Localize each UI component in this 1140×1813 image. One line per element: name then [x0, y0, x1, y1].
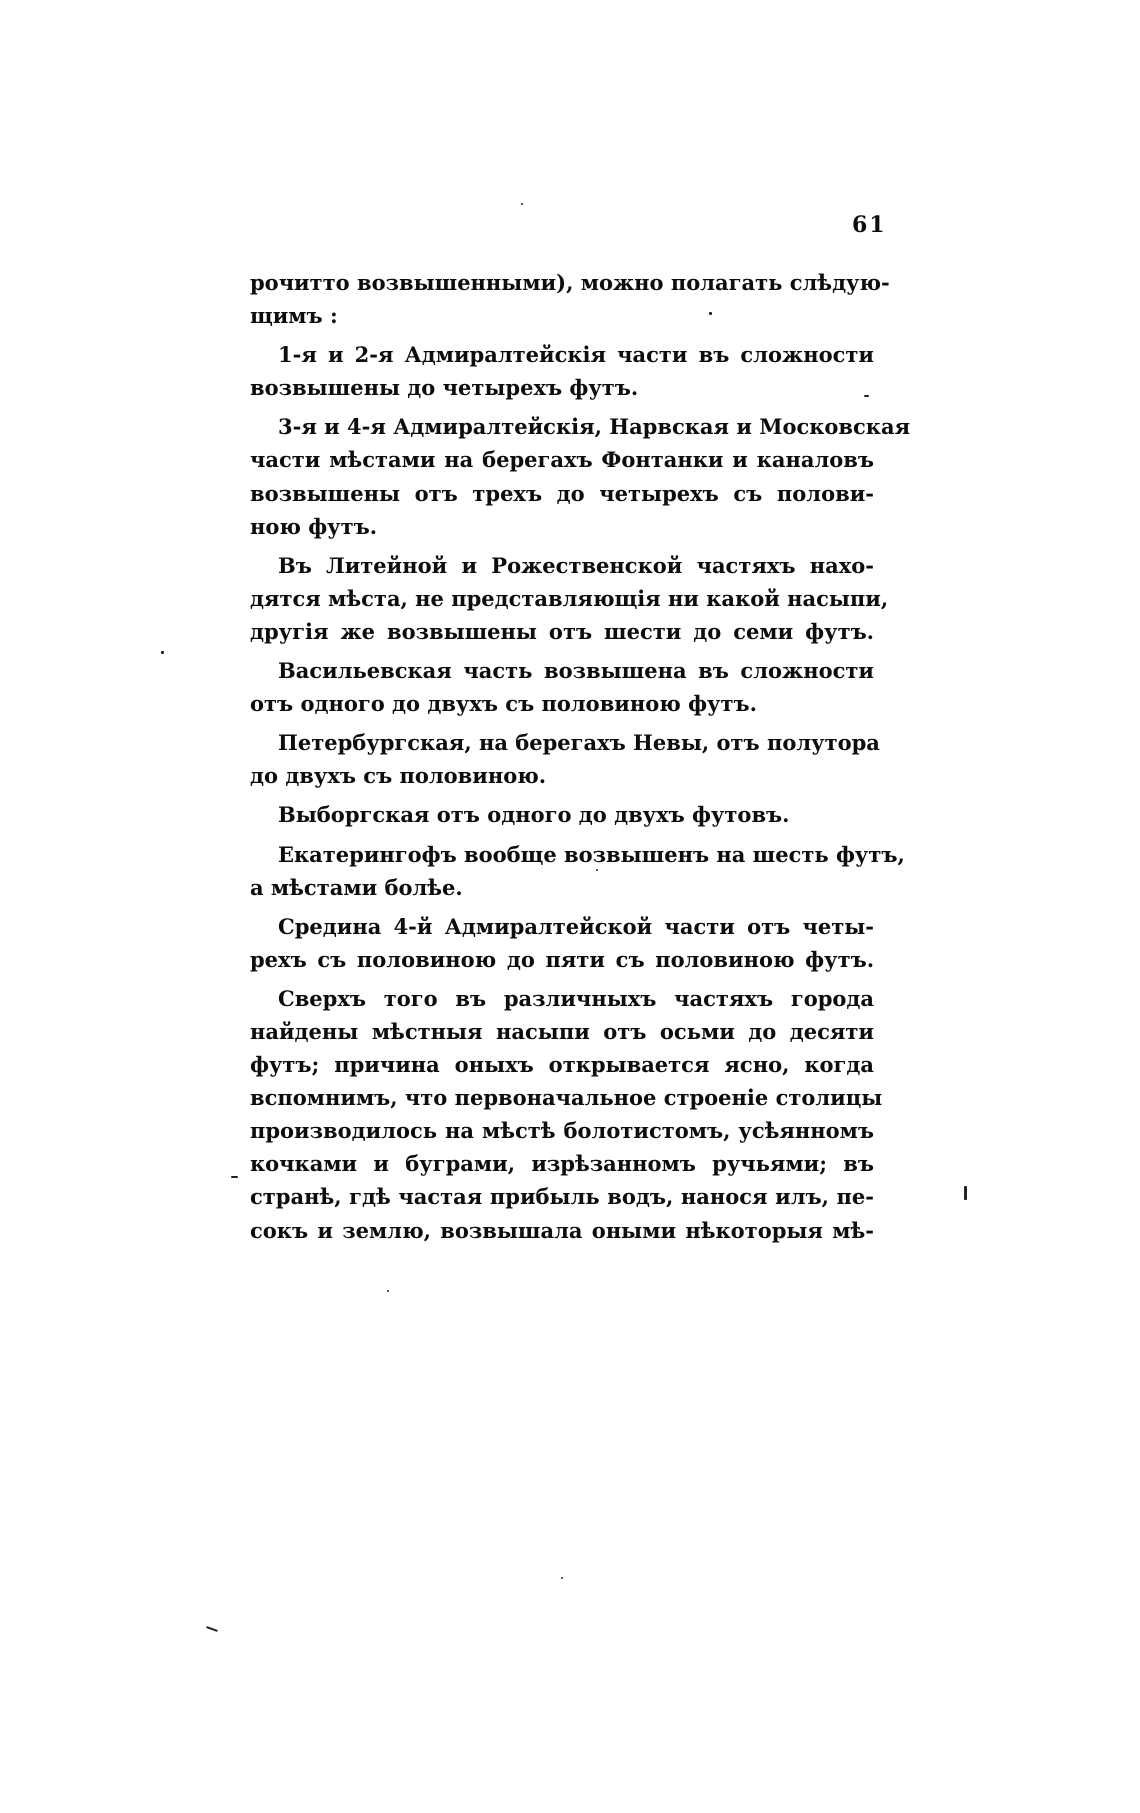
- text-line: 3-я и 4-я Адмиралтейскія, Нарвская и Московская: [278, 414, 911, 440]
- text-line: вспомнимъ, что первоначальное строеніе столицы: [250, 1085, 883, 1111]
- text-line: до двухъ съ половиною.: [250, 763, 547, 789]
- text-line: щимъ :: [250, 303, 338, 329]
- text-line: производилось на мѣстѣ болотистомъ, усѣянномъ: [250, 1118, 874, 1144]
- text-line: Выборгская отъ одного до двухъ футовъ.: [278, 802, 790, 828]
- text-line: а мѣстами болѣе.: [250, 874, 463, 900]
- text-line: Сверхъ того въ различныхъ частяхъ города: [278, 985, 874, 1011]
- text-line: Въ Литейной и Рожественской частяхъ нахо-: [278, 552, 874, 578]
- text-line: ною футъ.: [250, 513, 378, 539]
- scan-speck: [161, 651, 164, 654]
- scan-speck: [964, 1186, 967, 1200]
- scan-speck: [864, 395, 869, 397]
- scan-speck: [231, 1176, 238, 1178]
- text-line: 1-я и 2-я Адмиралтейскія части въ сложности: [278, 342, 874, 368]
- text-line: возвышены до четырехъ футъ.: [250, 375, 639, 401]
- text-line: найдены мѣстныя насыпи отъ осьми до десяти: [250, 1018, 874, 1044]
- text-line: Екатерингофъ вообще возвышенъ на шесть футъ,: [278, 841, 905, 867]
- text-line: Средина 4-й Адмиралтейской части отъ четы-: [278, 913, 874, 939]
- text-line: футъ; причина оныхъ открывается ясно, когда: [250, 1052, 874, 1078]
- page-number: 61: [852, 212, 887, 238]
- text-line: странѣ, гдѣ частая прибыль водъ, нанося илъ, пе-: [250, 1184, 874, 1210]
- scan-speck: [521, 203, 523, 205]
- text-line: отъ одного до двухъ съ половиною футъ.: [250, 691, 757, 717]
- scan-speck: [709, 312, 712, 315]
- text-line: возвышены отъ трехъ до четырехъ съ полови-: [250, 480, 874, 506]
- text-line: дятся мѣста, не представляющія ни какой насыпи,: [250, 585, 889, 611]
- text-line: части мѣстами на берегахъ Фонтанки и каналовъ: [250, 447, 874, 473]
- text-line: кочками и буграми, изрѣзанномъ ручьями; въ: [250, 1151, 874, 1177]
- text-line: рехъ съ половиною до пяти съ половиною футъ.: [250, 946, 874, 972]
- scan-speck: [206, 1626, 218, 1632]
- body-text: [250, 266, 911, 1247]
- scan-speck: [387, 1290, 389, 1292]
- text-line: Васильевская часть возвышена въ сложности: [278, 658, 874, 684]
- text-line: другія же возвышены отъ шести до семи футъ.: [250, 618, 874, 644]
- scan-speck: [561, 1577, 563, 1579]
- text-line: сокъ и землю, возвышала оными нѣкоторыя мѣ-: [250, 1217, 874, 1243]
- text-line: рочитто возвышенными), можно полагать слѣдую-: [250, 270, 890, 295]
- text-line: Петербургская, на берегахъ Невы, отъ полутора: [278, 730, 880, 756]
- scan-speck: [596, 869, 598, 871]
